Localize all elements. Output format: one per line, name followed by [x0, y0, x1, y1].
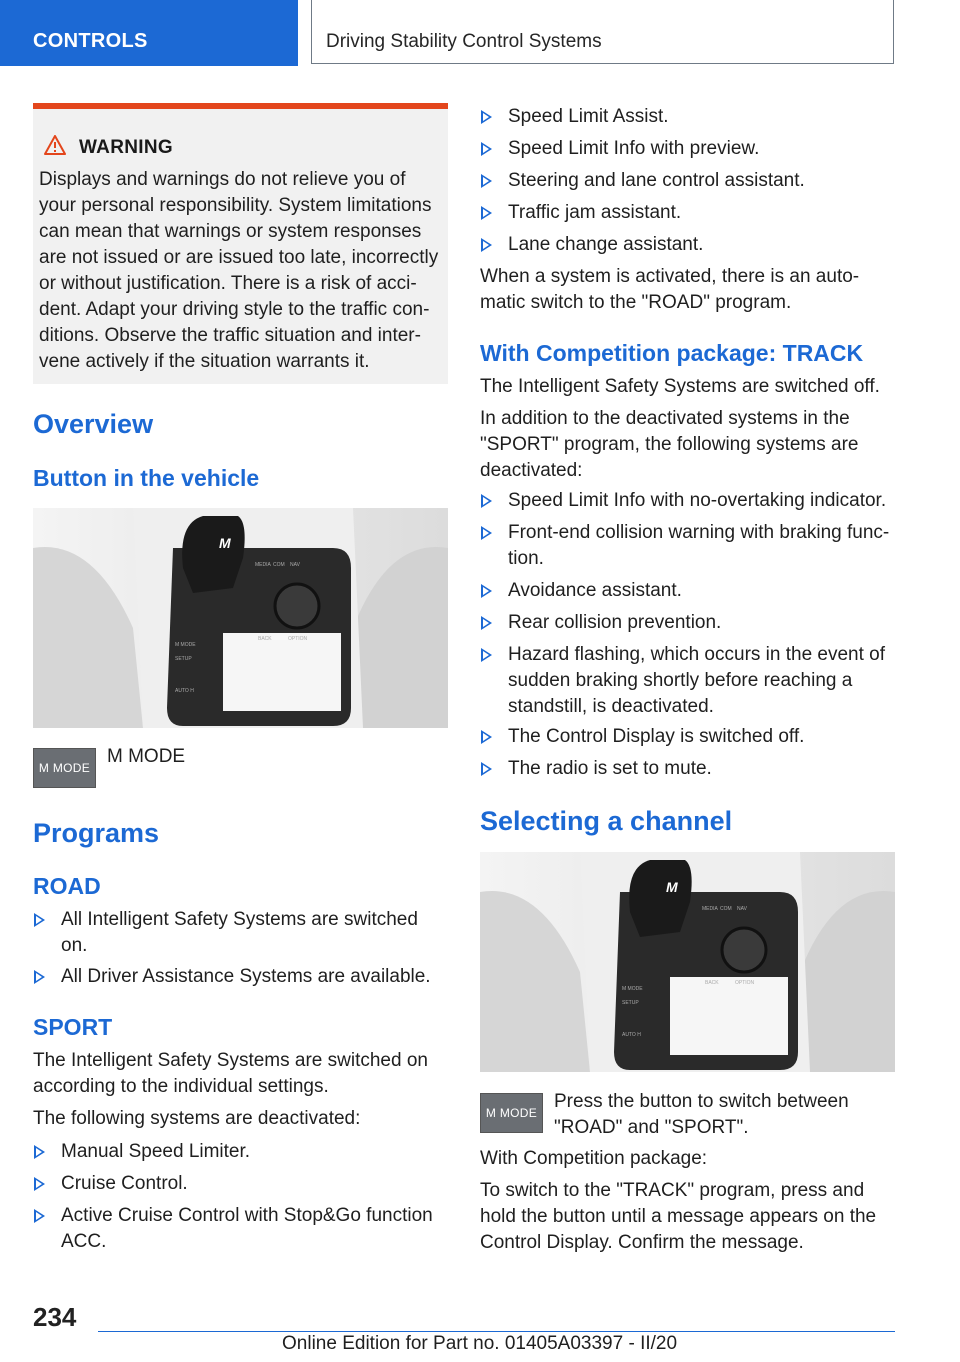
sport-deactivated-intro: The following systems are deactivated:: [33, 1108, 361, 1129]
bullet-triangle-icon: [34, 1145, 45, 1159]
bullet-triangle-icon: [34, 970, 45, 984]
m-logo: M: [219, 535, 231, 551]
road-heading: ROAD: [33, 873, 101, 899]
m-mode-button-icon: M MODE: [480, 1093, 543, 1133]
bullet-triangle-icon: [481, 238, 492, 252]
list-item: Manual Speed Limiter.: [33, 1139, 448, 1165]
list-item: Cruise Control.: [33, 1171, 448, 1197]
back-label: BACK: [258, 636, 272, 642]
console-photo: [33, 508, 448, 728]
m-logo: M: [666, 879, 678, 895]
media-label: MEDIA: [702, 906, 718, 912]
edition-text: Online Edition for Part no. 01405A03397 - II/20: [282, 1333, 678, 1354]
m-mode-button-icon: M MODE: [33, 748, 96, 788]
track-intro: The Intelligent Safety Systems are switched off.: [480, 376, 880, 397]
bullet-triangle-icon: [481, 494, 492, 508]
list-item: Speed Limit Info with no-overtaking indicator.: [480, 488, 896, 514]
com-label: COM: [720, 906, 732, 912]
bullet-triangle-icon: [481, 648, 492, 662]
list-item: The Control Display is switched off.: [480, 724, 896, 750]
setup-label: SETUP: [622, 1000, 639, 1006]
sport-heading: SPORT: [33, 1014, 113, 1040]
auto-label: AUTO H: [175, 688, 194, 694]
selecting-channel-heading: Selecting a channel: [480, 806, 733, 836]
sport-note: When a system is activated, there is an auto‐matic switch to the "ROAD" program.: [480, 266, 860, 313]
option-label: OPTION: [735, 980, 755, 986]
nav-label: NAV: [737, 906, 747, 912]
console-photo-2: [480, 852, 895, 1072]
media-label: MEDIA: [255, 562, 271, 568]
track-deactivated-intro: In addition to the deactivated systems in the "SPORT" program, the following systems are deactivated:: [480, 408, 859, 481]
center-console-illustration: [480, 852, 895, 1072]
list-item: All Driver Assistance Systems are available.: [33, 964, 448, 990]
section-title: CONTROLS: [33, 30, 148, 52]
mmode-label: M MODE: [622, 986, 643, 992]
overview-heading: Overview: [33, 409, 154, 439]
mmode-label: M MODE: [175, 642, 196, 648]
bullet-triangle-icon: [34, 913, 45, 927]
programs-heading: Programs: [33, 818, 160, 848]
warning-text: Displays and warnings do not relieve you of your personal responsibility. System limitations can mean that warnings or system responses are not issued or are issued too late, incorrectly or without justification. There is a risk of acci‐dent. Adapt your driving style to the traffic con‐ditions. Observe the traffic situation and inter‐vene actively if the situation warrants it.: [39, 169, 439, 372]
list-item: Hazard flashing, which occurs in the event of sudden braking shortly before reaching a standstill, is deactivated.: [480, 642, 896, 720]
bullet-triangle-icon: [481, 174, 492, 188]
bullet-triangle-icon: [481, 142, 492, 156]
bullet-triangle-icon: [481, 616, 492, 630]
list-item: Rear collision prevention.: [480, 610, 896, 636]
section-tab: [0, 0, 298, 66]
bullet-triangle-icon: [34, 1177, 45, 1191]
channel-caption: Press the button to switch between "ROAD" and "SPORT".: [554, 1091, 849, 1138]
chapter-header: [311, 0, 894, 64]
page-number: 234: [33, 1302, 77, 1332]
list-item: Lane change assistant.: [480, 232, 896, 258]
bullet-triangle-icon: [481, 110, 492, 124]
sport-intro: The Intelligent Safety Systems are switched on according to the individual settings.: [33, 1050, 428, 1097]
bullet-triangle-icon: [481, 526, 492, 540]
bullet-triangle-icon: [481, 206, 492, 220]
bullet-triangle-icon: [481, 762, 492, 776]
list-item: Traffic jam assistant.: [480, 200, 896, 226]
option-label: OPTION: [288, 636, 308, 642]
auto-label: AUTO H: [622, 1032, 641, 1038]
chapter-title: Driving Stability Control Systems: [326, 31, 602, 52]
warning-box: [33, 103, 448, 384]
bullet-triangle-icon: [481, 730, 492, 744]
back-label: BACK: [705, 980, 719, 986]
nav-label: NAV: [290, 562, 300, 568]
bullet-triangle-icon: [34, 1209, 45, 1223]
list-item: Active Cruise Control with Stop&Go function ACC.: [33, 1203, 448, 1255]
bullet-triangle-icon: [481, 584, 492, 598]
button-in-vehicle-heading: Button in the vehicle: [33, 465, 260, 491]
list-item: Speed Limit Info with preview.: [480, 136, 896, 162]
list-item: Steering and lane control assistant.: [480, 168, 896, 194]
competition-label: With Competition package:: [480, 1148, 708, 1169]
warning-triangle-icon: [44, 135, 66, 155]
list-item: Avoidance assistant.: [480, 578, 896, 604]
list-item: The radio is set to mute.: [480, 756, 896, 782]
center-console-illustration: [33, 508, 448, 728]
m-mode-caption: M MODE: [107, 746, 186, 767]
track-heading: With Competition package: TRACK: [480, 340, 864, 366]
list-item: Speed Limit Assist.: [480, 104, 896, 130]
list-item: Front-end collision warning with braking func‐tion.: [480, 520, 896, 572]
warning-title: WARNING: [79, 137, 173, 158]
track-instructions: To switch to the "TRACK" program, press and hold the button until a message appears on the Control Display. Confirm the message.: [480, 1180, 877, 1253]
com-label: COM: [273, 562, 285, 568]
list-item: All Intelligent Safety Systems are switched on.: [33, 907, 448, 959]
footer-divider: [98, 1331, 895, 1332]
setup-label: SETUP: [175, 656, 192, 662]
